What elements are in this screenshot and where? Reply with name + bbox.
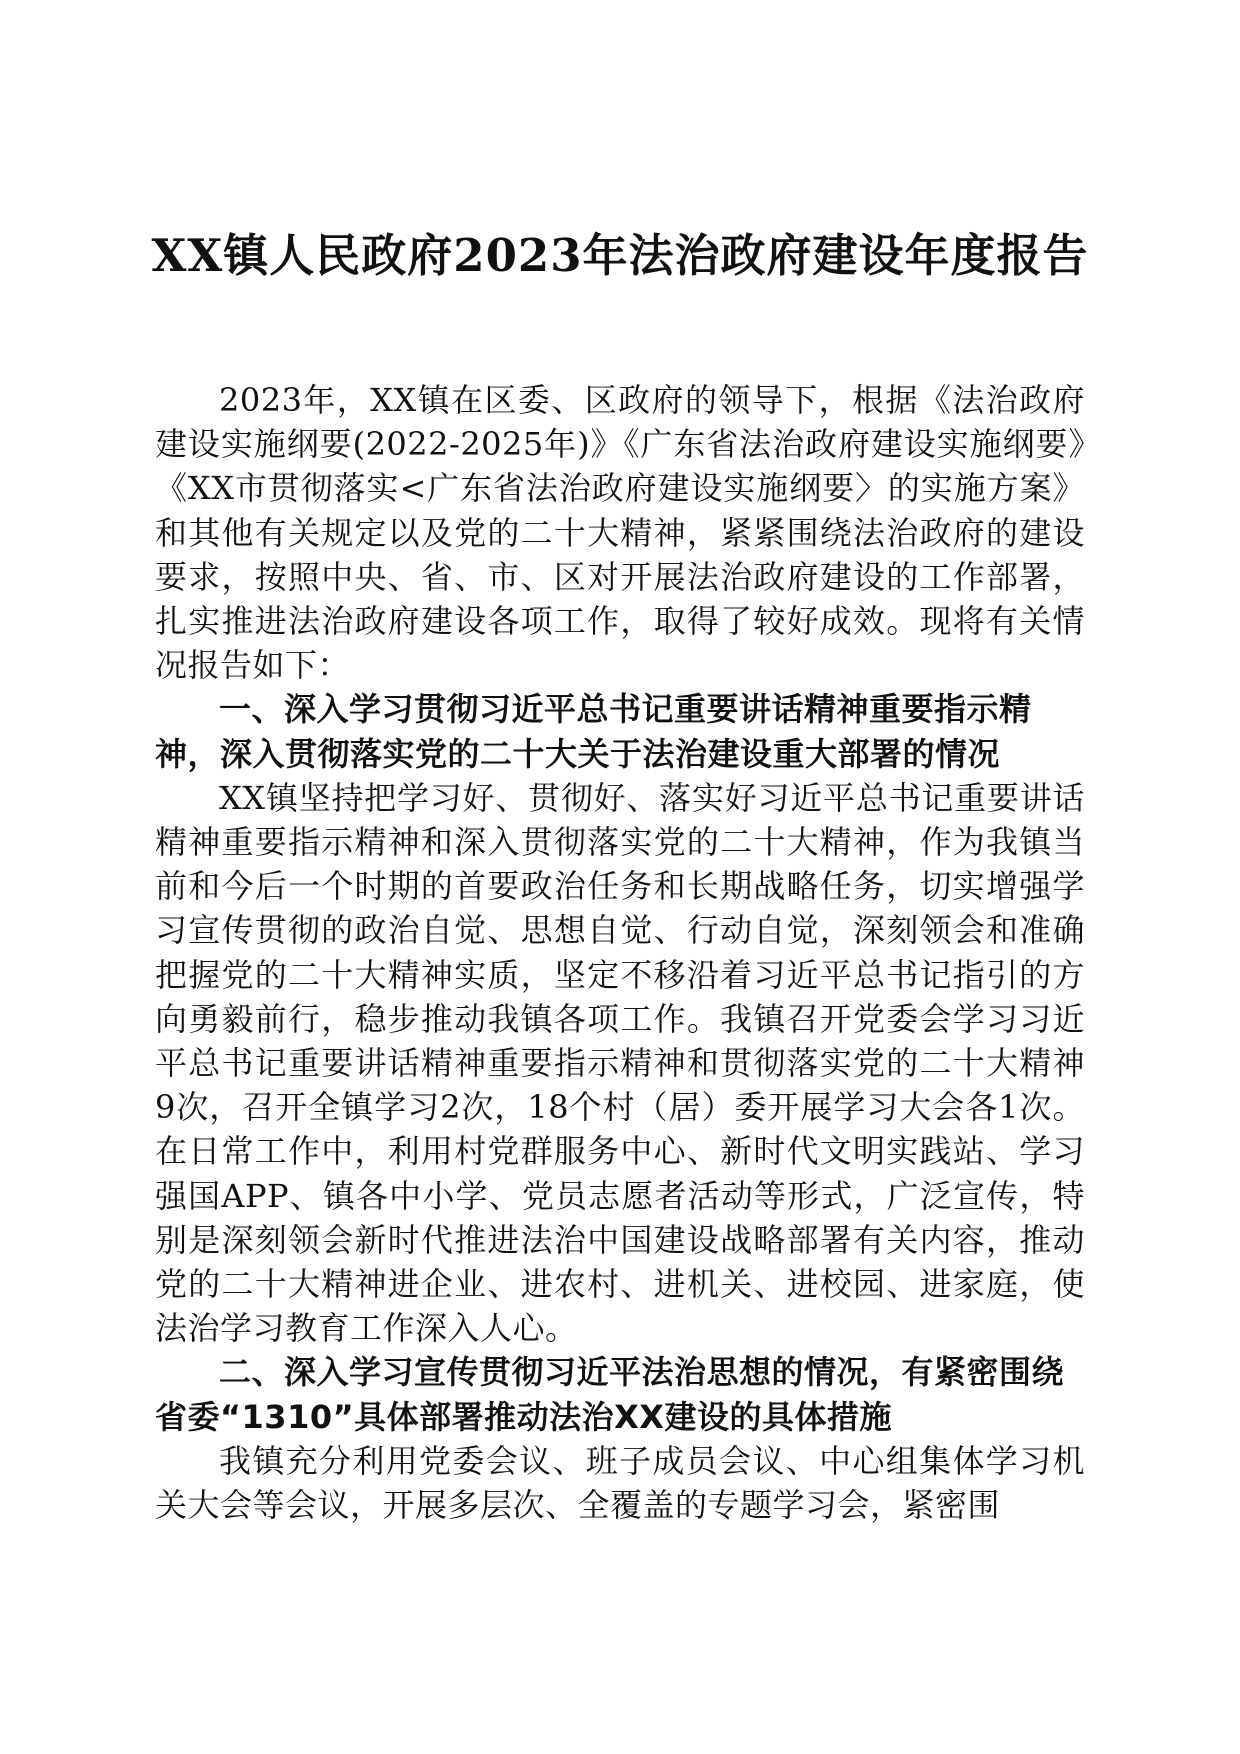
document-body [155, 378, 1085, 1527]
intro-paragraph: 2023年，XX镇在区委、区政府的领导下，根据《法治政府建设实施纲要(2022-2025年)》《广东省法治政府建设实施纲要》《XX市贯彻落实<广东省法治政府建设实施纲要〉的实施方案》和其他有关规定以及党的二十大精神，紧紧围绕法治政府的建设要求，按照中央、省、市、区对开展法治政府建设的工作部署，扎实推进法治政府建设各项工作，取得了较好成效。现将有关情况报告如下： [155, 381, 1085, 685]
section-heading-1: 一、深入学习贯彻习近平总书记重要讲话精神重要指示精神，深入贯彻落实党的二十大关于法治建设重大部署的情况 [155, 690, 1032, 773]
section-2-paragraph: 我镇充分利用党委会议、班子成员会议、中心组集体学习机关大会等会议，开展多层次、全覆盖的专题学习会，紧密围 [155, 1441, 1085, 1525]
section-heading-2: 二、深入学习宣传贯彻习近平法治思想的情况，有紧密围绕省委“1310”具体部署推动法治XX建设的具体措施 [155, 1353, 1065, 1436]
section-1-paragraph: XX镇坚持把学习好、贯彻好、落实好习近平总书记重要讲话精神重要指示精神和深入贯彻落实党的二十大精神，作为我镇当前和今后一个时期的首要政治任务和长期战略任务，切实增强学习宣传贯彻的政治自觉、思想自觉、行动自觉，深刻领会和准确把握党的二十大精神实质，坚定不移沿着习近平总书记指引的方向勇毅前行，稳步推动我镇各项工作。我镇召开党委会学习习近平总书记重要讲话精神重要指示精神和贯彻落实党的二十大精神9次，召开全镇学习2次，18个村（居）委开展学习大会各1次。在日常工作中，利用村党群服务中心、新时代文明实践站、学习强国APP、镇各中小学、党员志愿者活动等形式，广泛宣传，特别是深刻领会新时代推进法治中国建设战略部署有关内容，推动党的二十大精神进企业、进农村、进机关、进校园、进家庭，使法治学习教育工作深入人心。 [155, 778, 1085, 1348]
document-title: XX镇人民政府2023年法治政府建设年度报告 [151, 229, 1089, 282]
